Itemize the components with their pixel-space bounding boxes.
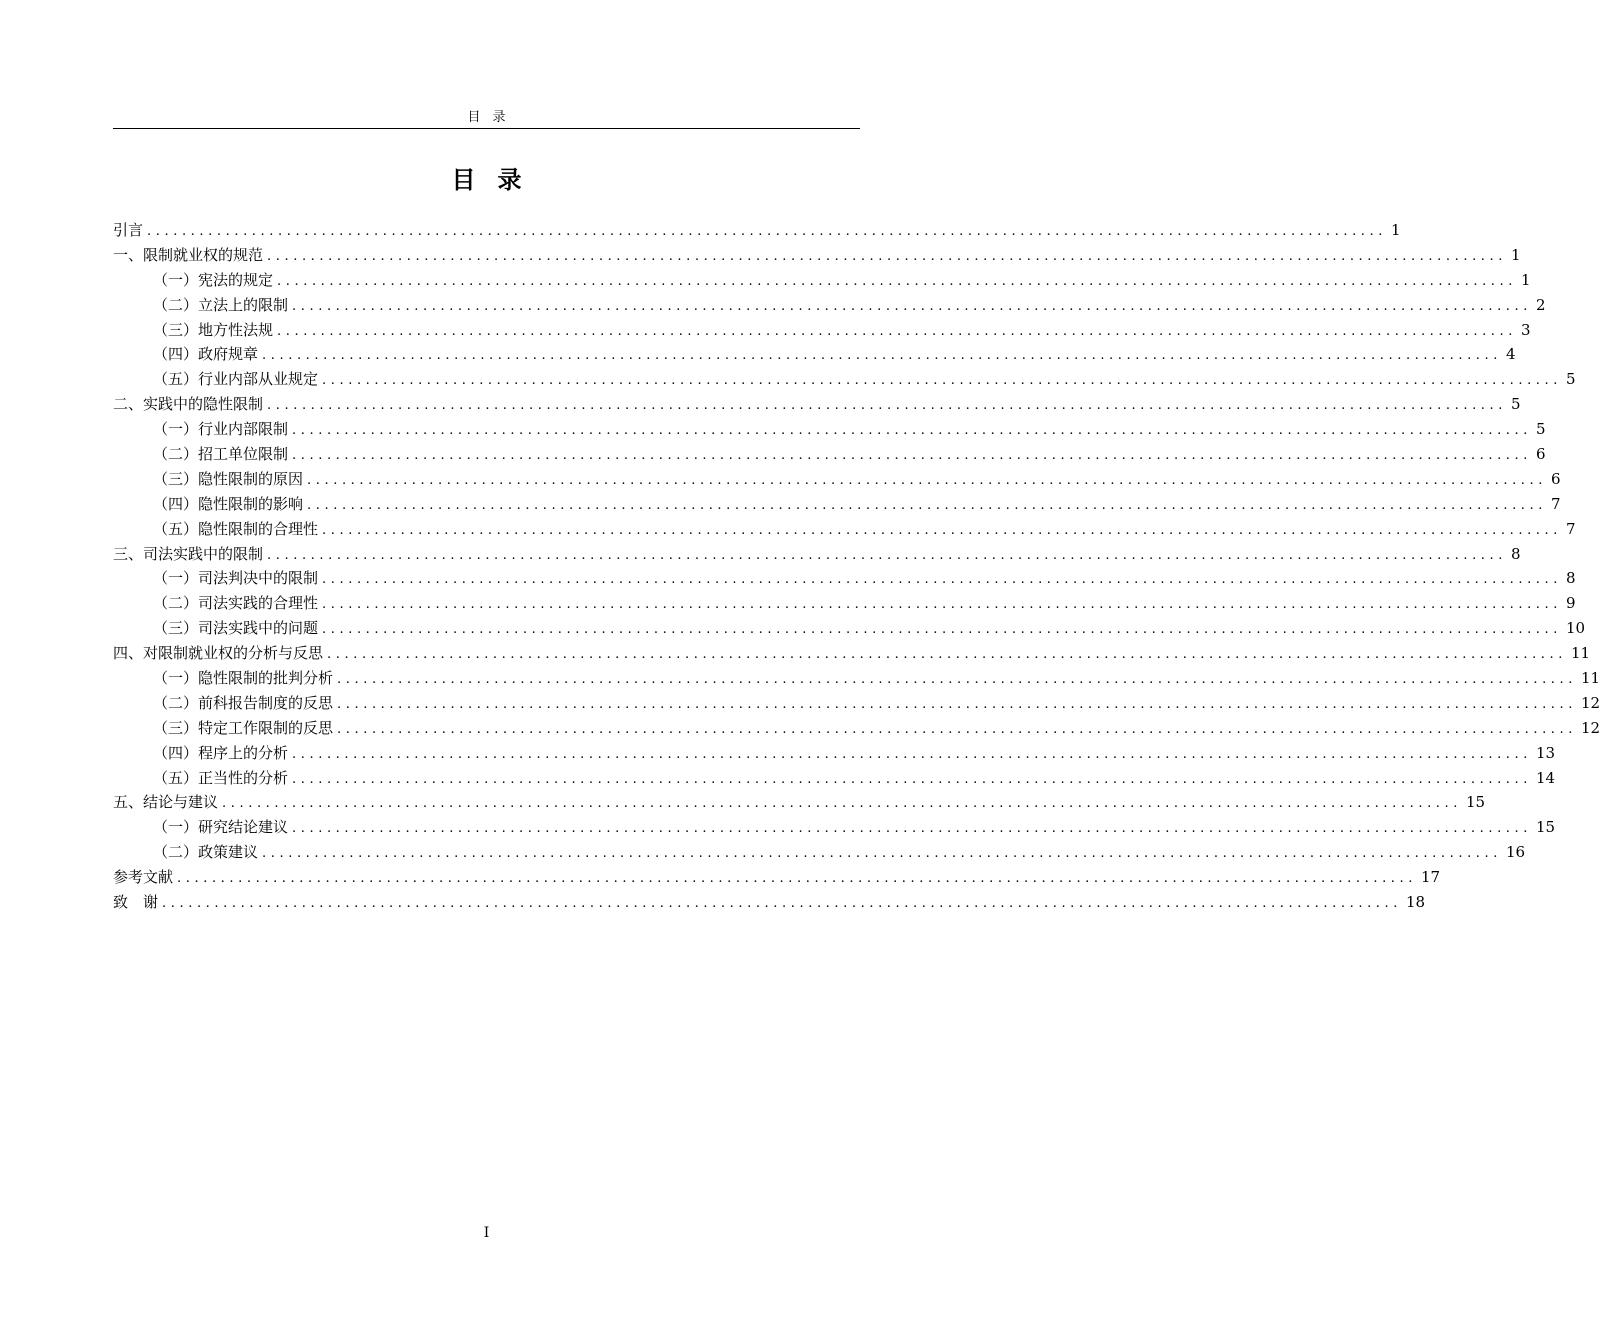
- header-rule: [113, 128, 860, 129]
- toc-entry-label: （二）政策建议: [153, 843, 259, 862]
- toc-entry-label: 四、对限制就业权的分析与反思: [113, 644, 324, 663]
- toc-leader-dots: ..............................................................................................................................................: [322, 572, 1563, 588]
- toc-entry-label: （一）司法判决中的限制: [153, 569, 319, 588]
- toc-entry[interactable]: [113, 492, 1561, 517]
- toc-leader-dots: ..............................................................................................................................................: [262, 846, 1503, 862]
- toc-entry[interactable]: [113, 616, 1586, 641]
- toc-entry[interactable]: [113, 890, 1426, 915]
- toc-entry-label: （一）隐性限制的批判分析: [153, 669, 334, 688]
- toc-entry-label: （二）前科报告制度的反思: [153, 693, 334, 712]
- toc-entry[interactable]: [113, 342, 1516, 367]
- toc-entry-page: 11: [1571, 644, 1591, 663]
- toc-entry-page: 9: [1566, 594, 1576, 613]
- toc-entry[interactable]: [113, 741, 1556, 766]
- toc-leader-dots: ..............................................................................................................................................: [267, 248, 1508, 264]
- toc-leader-dots: ..............................................................................................................................................: [337, 696, 1578, 712]
- toc-entry-label: 一、限制就业权的规范: [113, 245, 264, 264]
- toc-entry-page: 8: [1511, 544, 1521, 563]
- toc-entry-label: （三）隐性限制的原因: [153, 469, 304, 488]
- toc-entry-page: 6: [1551, 469, 1561, 488]
- toc-entry[interactable]: [113, 790, 1486, 815]
- toc-entry-page: 6: [1536, 445, 1546, 464]
- toc-entry-label: （一）行业内部限制: [153, 420, 289, 439]
- toc-entry-page: 17: [1421, 868, 1441, 887]
- toc-leader-dots: ..............................................................................................................................................: [307, 472, 1548, 488]
- toc-entry-page: 15: [1466, 793, 1486, 812]
- toc-leader-dots: ..............................................................................................................................................: [292, 423, 1533, 439]
- toc-entry[interactable]: [113, 517, 1576, 542]
- toc-entry[interactable]: [113, 243, 1521, 268]
- toc-entry[interactable]: [113, 865, 1441, 890]
- toc-entry[interactable]: [113, 293, 1546, 318]
- toc-entry-page: 7: [1566, 519, 1576, 538]
- toc-entry-page: 1: [1391, 221, 1401, 239]
- toc-entry-page: 16: [1506, 843, 1526, 862]
- toc-entry-page: 10: [1566, 619, 1586, 638]
- page-number: I: [483, 1225, 490, 1241]
- toc-leader-dots: ..............................................................................................................................................: [337, 672, 1578, 688]
- toc-leader-dots: ..............................................................................................................................................: [262, 348, 1503, 364]
- toc-entry-label: （四）隐性限制的影响: [153, 494, 304, 513]
- toc-entry-label: （四）程序上的分析: [153, 743, 289, 762]
- toc-entry-page: 1: [1521, 270, 1531, 289]
- toc-leader-dots: ..............................................................................................................................................: [307, 497, 1548, 513]
- toc-entry[interactable]: [113, 840, 1526, 865]
- toc-entry[interactable]: [113, 591, 1576, 616]
- toc-entry-page: 2: [1536, 295, 1546, 314]
- toc-entry[interactable]: [113, 367, 1576, 392]
- toc-entry-page: 13: [1536, 743, 1556, 762]
- toc-leader-dots: ..............................................................................................................................................: [222, 796, 1463, 812]
- toc-entry-page: 18: [1406, 893, 1426, 912]
- toc-entry-page: 4: [1506, 345, 1516, 364]
- toc-entry[interactable]: [113, 268, 1531, 293]
- toc-leader-dots: ..............................................................................................................................................: [322, 522, 1563, 538]
- toc-entry-label: 三、司法实践中的限制: [113, 544, 264, 563]
- toc-entry-label: （五）正当性的分析: [153, 768, 289, 787]
- toc-entry-label: （一）研究结论建议: [153, 818, 289, 837]
- toc-entry-page: 5: [1511, 395, 1521, 414]
- toc-entry[interactable]: [113, 542, 1521, 567]
- running-header: 目录: [467, 110, 518, 125]
- toc-leader-dots: ..............................................................................................................................................: [162, 896, 1403, 912]
- toc-entry-page: 12: [1581, 693, 1601, 712]
- toc-entry-label: 五、结论与建议: [113, 793, 219, 812]
- toc-title: 目录: [451, 166, 544, 194]
- table-of-contents: [113, 218, 1601, 915]
- toc-entry-label: 参考文献: [113, 868, 174, 887]
- toc-entry-page: 8: [1566, 569, 1576, 588]
- toc-entry-page: 7: [1551, 494, 1561, 513]
- toc-leader-dots: ..............................................................................................................................................: [322, 373, 1563, 389]
- toc-entry[interactable]: [113, 442, 1546, 467]
- toc-leader-dots: ..............................................................................................................................................: [322, 622, 1563, 638]
- toc-entry-page: 5: [1536, 420, 1546, 439]
- toc-entry[interactable]: [113, 417, 1546, 442]
- toc-leader-dots: ..............................................................................................................................................: [337, 721, 1578, 737]
- toc-entry-page: 3: [1521, 320, 1531, 339]
- toc-entry[interactable]: [113, 766, 1556, 791]
- toc-entry[interactable]: [113, 218, 1401, 243]
- toc-entry[interactable]: [113, 467, 1561, 492]
- toc-leader-dots: ..............................................................................................................................................: [277, 273, 1518, 289]
- toc-entry-label: （四）政府规章: [153, 345, 259, 364]
- toc-entry-label: （五）行业内部从业规定: [153, 370, 319, 389]
- toc-entry[interactable]: [113, 716, 1601, 741]
- toc-entry-page: 11: [1581, 669, 1601, 688]
- toc-leader-dots: ..............................................................................................................................................: [292, 298, 1533, 314]
- toc-leader-dots: ..............................................................................................................................................: [292, 746, 1533, 762]
- toc-entry-page: 12: [1581, 718, 1601, 737]
- toc-leader-dots: ..............................................................................................................................................: [147, 224, 1388, 239]
- toc-leader-dots: ..............................................................................................................................................: [267, 547, 1508, 563]
- toc-entry[interactable]: [113, 392, 1521, 417]
- toc-entry-label: （二）司法实践的合理性: [153, 594, 319, 613]
- toc-entry[interactable]: [113, 691, 1601, 716]
- toc-entry[interactable]: [113, 318, 1531, 343]
- toc-entry[interactable]: [113, 815, 1556, 840]
- toc-entry-label: 二、实践中的隐性限制: [113, 395, 264, 414]
- toc-entry[interactable]: [113, 666, 1601, 691]
- toc-leader-dots: ..............................................................................................................................................: [277, 323, 1518, 339]
- toc-entry[interactable]: [113, 641, 1591, 666]
- toc-entry-label: （一）宪法的规定: [153, 270, 274, 289]
- toc-entry-page: 15: [1536, 818, 1556, 837]
- toc-entry-page: 14: [1536, 768, 1556, 787]
- toc-entry-label: （五）隐性限制的合理性: [153, 519, 319, 538]
- toc-entry-label: （三）司法实践中的问题: [153, 619, 319, 638]
- toc-entry-label: （三）特定工作限制的反思: [153, 718, 334, 737]
- toc-entry-page: 5: [1566, 370, 1576, 389]
- toc-entry-label: （二）立法上的限制: [153, 295, 289, 314]
- toc-entry-label: （三）地方性法规: [153, 320, 274, 339]
- toc-leader-dots: ..............................................................................................................................................: [322, 597, 1563, 613]
- toc-leader-dots: ..............................................................................................................................................: [292, 771, 1533, 787]
- toc-entry-label: 引言: [113, 221, 144, 239]
- toc-leader-dots: ..............................................................................................................................................: [292, 821, 1533, 837]
- toc-entry[interactable]: [113, 566, 1576, 591]
- toc-entry-page: 1: [1511, 245, 1521, 264]
- toc-entry-label: （二）招工单位限制: [153, 445, 289, 464]
- toc-leader-dots: ..............................................................................................................................................: [327, 647, 1568, 663]
- toc-leader-dots: ..............................................................................................................................................: [177, 871, 1418, 887]
- toc-entry-label: 致 谢: [113, 893, 159, 912]
- toc-leader-dots: ..............................................................................................................................................: [267, 398, 1508, 414]
- toc-leader-dots: ..............................................................................................................................................: [292, 448, 1533, 464]
